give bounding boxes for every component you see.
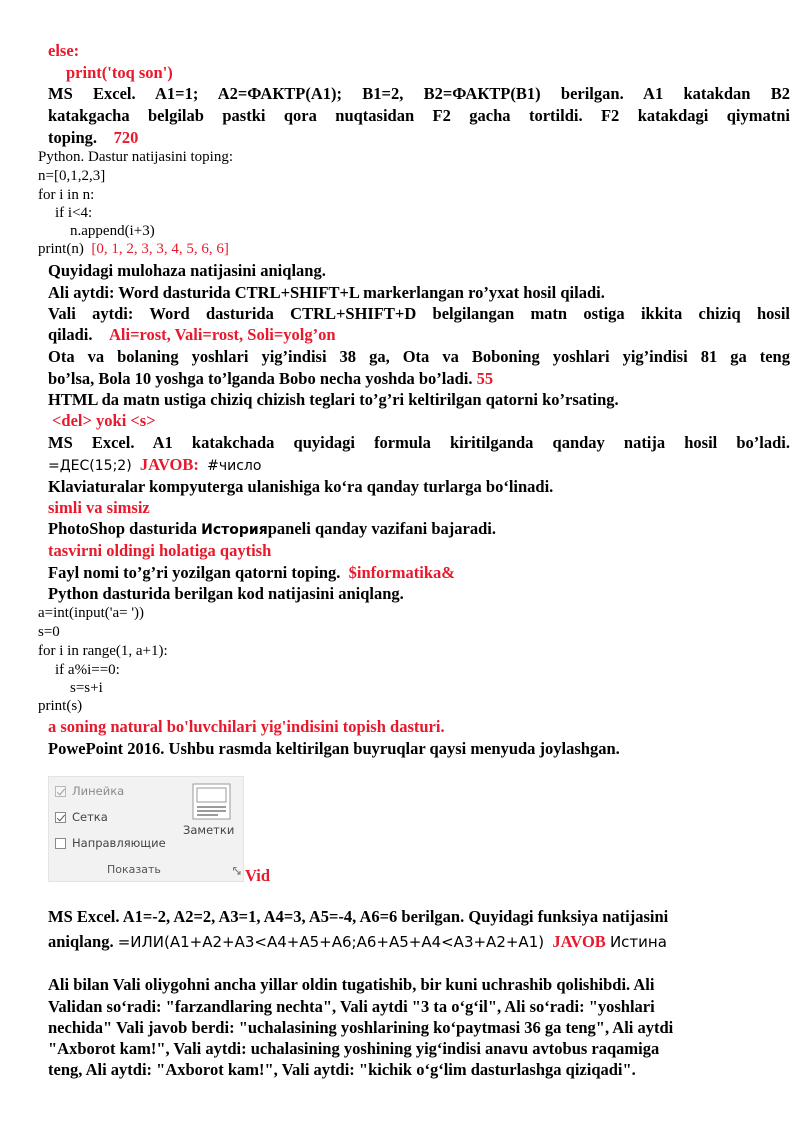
answer-mulohaza: Ali=rost, Vali=rost, Soli=yolg’on xyxy=(108,325,336,344)
answer-55: 55 xyxy=(476,369,494,388)
notes-button-label[interactable]: Заметки xyxy=(183,823,235,837)
notes-icon[interactable] xyxy=(192,783,232,821)
answer-powerpoint: Vid xyxy=(245,866,271,885)
question-ages-line1: Ota va bolaning yoshlari yig’indisi 38 ga, Ota va Boboning yoshlari yig’indisi 81 ga teng xyxy=(48,347,790,366)
code-line: if a%i==0: xyxy=(55,662,120,678)
answer-list: [0, 1, 2, 3, 3, 4, 5, 6, 6] xyxy=(91,241,229,257)
answer-720: 720 xyxy=(113,128,139,147)
checkbox-icon[interactable] xyxy=(55,812,66,823)
question-excel-fakt-line3: toping. 720 xyxy=(48,128,139,147)
code-line: print(s) xyxy=(38,698,83,714)
code-line: print(n) [0, 1, 2, 3, 3, 4, 5, 6, 6] xyxy=(38,241,229,257)
puzzle-line: nechida" Vali javob berdi: "uchalasining yoshlarining ko‘paytmasi 36 ga teng", Ali aytdi xyxy=(48,1018,674,1037)
code-line: n=[0,1,2,3] xyxy=(38,168,106,184)
answer-filename: $informatika& xyxy=(348,563,455,582)
question-excel-dec-formula: =ДЕС(15;2) JAVOB: #число xyxy=(48,455,262,474)
question-excel-or: MS Excel. A1=-2, A2=2, A3=1, A4=3, A5=-4, A6=6 berilgan. Quyidagi funksiya natijasini xyxy=(48,907,669,926)
answer-keyboard: simli va simsiz xyxy=(48,498,150,517)
code-line: for i in n: xyxy=(38,187,95,203)
checkbox-icon[interactable] xyxy=(55,838,66,849)
question-excel-or-formula: aniqlang. =ИЛИ(A1+A2+A3<A4+A5+A6;A6+A5+A4<A3+A2+A1) JAVOB Истина xyxy=(48,932,667,951)
code-line: s=0 xyxy=(38,624,60,640)
puzzle-line: Validan so‘radi: "farzandlaring nechta", Vali aytdi "3 ta o‘g‘il", Ali so‘radi: "yoshlari xyxy=(48,997,655,1016)
dialog-launcher-icon[interactable] xyxy=(233,867,241,875)
code-print: print('toq son') xyxy=(66,63,173,82)
answer-python-code: a soning natural bo'luvchilari yig'indisini topish dasturi. xyxy=(48,717,445,736)
code-line: s=s+i xyxy=(70,680,103,696)
answer-istina: Истина xyxy=(609,933,667,951)
question-mulohaza-end: qiladi. Ali=rost, Vali=rost, Soli=yolg’on xyxy=(48,325,336,344)
question-keyboard: Klaviaturalar kompyuterga ulanishiga ko‘ra qanday turlarga bo‘linadi. xyxy=(48,477,554,496)
code-line: a=int(input('a= ')) xyxy=(38,605,145,621)
answer-html-tags: <del> yoki <s> xyxy=(52,411,156,430)
question-mulohaza-vali: Vali aytdi: Word dasturida CTRL+SHIFT+D belgilangan matn ostiga ikkita chiziq hosil xyxy=(48,304,790,323)
question-mulohaza: Quyidagi mulohaza natijasini aniqlang. xyxy=(48,261,326,280)
history-panel-word: История xyxy=(201,522,268,538)
question-excel-fakt-line2: katakgacha belgilab pastki qora nuqtasidan F2 gacha tortildi. F2 katakdagi qiymatni xyxy=(48,106,790,125)
question-powerpoint: PowePoint 2016. Ushbu rasmda keltirilgan buyruqlar qaysi menyuda joylashgan. xyxy=(48,739,620,758)
grid-option[interactable]: Сетка xyxy=(55,808,108,826)
question-html-tags: HTML da matn ustiga chiziq chizish teglari to’g’ri keltirilgan qatorni ko’rsating. xyxy=(48,390,619,409)
group-label: Показать xyxy=(107,863,161,876)
puzzle-line: Ali bilan Vali oliygohni ancha yillar oldin tugatishib, bir kuni uchrashib qolishibdi. Ali xyxy=(48,975,655,994)
code-line: Python. Dastur natijasini toping: xyxy=(38,149,233,165)
puzzle-line: teng, Ali aytdi: "Axborot kam!", Vali aytdi: "kichik o‘g‘lim dasturlashga qiziqadi". xyxy=(48,1060,636,1079)
question-python-code: Python dasturida berilgan kod natijasini aniqlang. xyxy=(48,584,404,603)
answer-chislo: #число xyxy=(207,458,262,474)
code-line: if i<4: xyxy=(55,205,93,221)
guides-option[interactable]: Направляющие xyxy=(55,834,166,852)
checkbox-icon[interactable] xyxy=(55,786,66,797)
answer-photoshop: tasvirni oldingi holatiga qaytish xyxy=(48,541,272,560)
question-filename: Fayl nomi to’g’ri yozilgan qatorni toping. $informatika& xyxy=(48,563,455,582)
ribbon-show-group xyxy=(48,776,244,882)
question-excel-dec: MS Excel. A1 katakchada quyidagi formula kiritilganda qanday natija hosil bo’ladi. xyxy=(48,433,790,452)
question-excel-fakt-line1: MS Excel. A1=1; A2=ФАКТР(A1); B1=2, B2=ФАКТР(B1) berilgan. A1 katakdan B2 xyxy=(48,84,790,103)
code-line: n.append(i+3) xyxy=(70,223,155,239)
question-photoshop: PhotoShop dasturida Историяpaneli qanday vazifani bajaradi. xyxy=(48,519,497,538)
puzzle-line: "Axborot kam!", Vali aytdi: uchalasining yoshining yig‘indisi anavu avtobus raqamiga xyxy=(48,1039,660,1058)
ruler-option[interactable]: Линейка xyxy=(55,782,124,800)
code-line: for i in range(1, a+1): xyxy=(38,643,168,659)
code-else: else: xyxy=(48,41,80,60)
question-ages-line2: bo’lsa, Bola 10 yoshga to’lganda Bobo necha yoshda bo’ladi. 55 xyxy=(48,369,494,388)
question-mulohaza-ali: Ali aytdi: Word dasturida CTRL+SHIFT+L markerlangan ro’yxat hosil qiladi. xyxy=(48,283,605,302)
